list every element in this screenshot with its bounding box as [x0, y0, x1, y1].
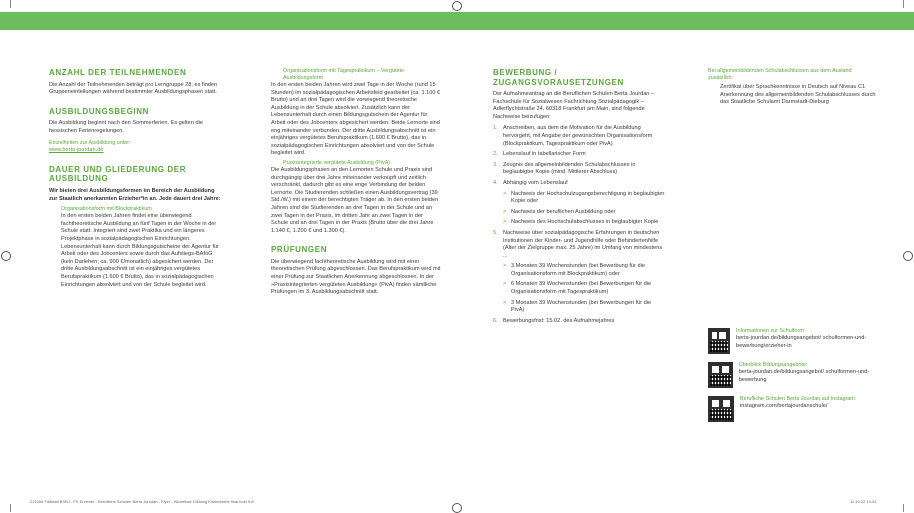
footer-slug-right: 11.10.22 14:03 — [850, 499, 877, 504]
heading-beginn: AUSBILDUNGSBEGINN — [49, 106, 149, 116]
bewerbung-intro: Der Aufnahmeantrag an die Beruflichen Schulen Berta Jourdan – Fachschule für Sozialwesen Fachrichtung Sozialpädagogik – Adlerflychtstraße 24, 60318 Frankfurt am Main, sind folgende Nachweise beizufügen: — [493, 91, 655, 120]
qr-label: Berufliche Schulen Berta Jourdan auf Instagram: — [740, 396, 857, 402]
column-4 — [708, 68, 878, 107]
qr-block — [708, 396, 888, 422]
tages-text: In den ersten beiden Jahren wird zwei Tage in der Woche (rund 15 Stunden) im sozialpädagogischen Arbeitsfeld gearbeitet (ca. 1.100 € Brutto) und an drei Tagen wird die vorwiegend theoretische Ausbildung in der Schule absolviert. Zusätzlich kann der Lebensunterhalt durch einen Bildungsgutschein der Agentur für Arbeit oder des Jobcenters abgesichert werden. Beide Lernorte sind eng miteinander verbunden. Der dritte Ausbildungsabschnitt ist ein einjähriges vergütetes Berufspraktikum (1.600 € Brutto), das in sozialpädagogischen Einrichtungen absolviert und von der Schule begleitet wird. — [271, 82, 441, 157]
heading-dauer: DAUER UND GLIEDERUNG DER AUSBILDUNG — [49, 164, 187, 184]
ausland-line: Zertifikat über Sprachkenntnisse in Deutsch auf Niveau C1 — [720, 84, 866, 90]
qr-label: Überblick Bildungsangebote: — [738, 362, 808, 368]
qr-url[interactable]: berta-jourdan.de/bildungsangebot/ schulformen-und-bewerbung/erzieher-in — [735, 335, 867, 349]
crop-mark-bottom-left — [10, 504, 11, 512]
qr-code-icon[interactable] — [708, 396, 734, 422]
qr-code-icon[interactable] — [708, 362, 733, 388]
sub-list-item: > Nachweis der beruflichen Ausbildung oder — [503, 208, 616, 215]
heading-pruefungen: PRÜFUNGEN — [271, 245, 328, 255]
qr-block — [708, 362, 888, 388]
sub-list-item: > 3 Monaten 39 Wochenstunden (bei Bewerbung für die Organisationsform mit Blockpraktikum) oder — [503, 263, 645, 277]
column-2 — [271, 68, 441, 297]
pruefungen-text: Die überwiegend fachtheoretische Ausbildung wird mit einer theoretischen Prüfung abgeschlossen. Das Berufspraktikum wird mit einer Prüfung zur Staatlichen Anerkennung abgeschlossen. In der »Praxisintegrierten vergüteten Ausbildung« (PivA) finden sämtliche Prüfungen im 3. Ausbildungsabschnitt statt. — [271, 258, 441, 296]
block-label: Organisationsform mit Blockpraktikum — [61, 206, 152, 213]
dauer-intro: Wir bieten drei Ausbildungsformen im Bereich der Ausbildung zur Staatlich anerkannten Erzieher*in an. Jede dauert drei Jahre: — [49, 187, 221, 202]
sub-list-item: > Nachweis des Hochschulabschlusses in beglaubigter Kopie — [503, 219, 659, 226]
crop-mark-top-right — [903, 0, 904, 8]
beginn-text: Die Ausbildung beginnt nach den Sommerferien. Es gelten die hessischen Ferienregelungen. — [49, 120, 203, 134]
list-item: 5. Nachweise über sozialpädagogische Erfahrungen in deutschen Institutionen der Kinder- und Jugendhilfe oder Behindertenhilfe (Alter der Zielgruppe max. 25 Jahre) im Umfang von mindestens ... — [493, 229, 663, 259]
qr-url[interactable]: berta-jourdan.de/bildungsangebot/ schulformen-und-bewerbung — [738, 369, 870, 383]
list-item: 1. Anschreiben, aus dem die Motivation für die Ausbildung hervorgeht, mit Angabe der gewünschten Organisationsform (Blockpraktikum, Tagespraktikum oder PivA) — [493, 125, 653, 147]
list-item: 6. Bewerbungsfrist: 15.02. des Aufnahmejahres — [493, 317, 615, 324]
registration-mark-right — [903, 251, 913, 261]
crop-mark-top-left — [10, 0, 11, 8]
sub-list-item: > 6 Monaten 39 Wochenstunden (bei Bewerbungen für die Organisationsform mit Tagespraktikum) — [503, 281, 652, 296]
heading-bewerbung: BEWERBUNG / ZUGANGSVORAUSETZUNGEN — [493, 68, 624, 87]
list-item: 4. Abhängig vom Lebenslauf — [493, 179, 568, 186]
teilnehmer-text: Die Anzahl der Teilnehmenden beträgt pro Lerngruppe 28; es finden Gruppeneinteilungen während bestimmter Ausbildungsphasen statt. — [49, 81, 218, 96]
list-item: 3. Zeugnis des allgemeinbildenden Schulabschlusses in beglaubigter Kopie (mind. Mittlerer Abschluss) — [493, 161, 636, 176]
registration-mark-top — [452, 1, 462, 11]
qr-label: Informationen zur Schulform: — [735, 328, 806, 334]
tages-label: Organisationsform mit Tagespraktikum – Vergütete Ausbildungsform — [283, 68, 404, 81]
sub-list-item: > Nachweis der Hochschulzugangsberechtigung in beglaubigter Kopie oder — [503, 190, 665, 205]
block-text: In den ersten beiden Jahren findet eine überwiegend fachtheoretische Ausbildung an fünf Tagen in der Woche in der Schule statt. Integriert sind zwei Praktika und ein längeres Projektphase in sozialpädagogischen Einrichtungen. Lebensunterhalt kann durch Bildungsgutscheine der Agentur für Arbeit oder des Jobcenters sowie durch das Aufstiegs-BAföG (kein Darlehen; ca. 900 €/monatlich) abgesichert werden. Der dritte Ausbildungsabschnitt ist ein einjähriges vergütetes Berufspraktikum (1.600 € Brutto), das in sozialpädagogischen Einrichtungen absolviert und von der Schule begleitet wird. — [61, 213, 219, 288]
qr-code-icon[interactable] — [708, 328, 730, 354]
list-item: 2. Lebenslauf in tabellarischer Form — [493, 151, 586, 158]
qr-block — [708, 328, 888, 354]
crop-mark-bottom-right — [903, 504, 904, 512]
sub-list-item: > 3 Monaten 39 Wochenstunden (bei Bewerbungen für die PivA) — [503, 299, 652, 314]
top-color-band — [0, 12, 914, 30]
column-3 — [493, 68, 665, 328]
qr-url[interactable]: instagram.com/bertajourdanschule/ — [740, 403, 828, 409]
piva-text: Die Ausbildungsphasen an den Lernorten Schule und Praxis sind durchgängig über drei Jahre miteinander verknüpft und zeitlich verschränkt, dadurch gibt es eine enge Verbindung der beiden Lernorte. Die Studierenden schließen einen Ausbildungsvertrag (39 Std./W.) mit einem der berechtigten Träger ab. In den ersten beiden Jahren sind die Studierenden an drei Tagen in der Schule und an zwei Tagen in der Praxis, im dritten Jahr an zwei Tagen in der Schule und an drei Tagen in der Praxis (Brutto über die drei Jahre 1.140 €, 1.200 € und 1.300 €). — [271, 166, 439, 234]
requirements-list — [493, 125, 665, 325]
registration-mark-left — [1, 251, 11, 261]
heading-teilnehmer: ANZAHL DER TEILNEHMENDEN — [49, 68, 187, 77]
ausland-label: Bei allgemeinbildenden Schulabschlüssen aus dem Ausland zusätzlich: — [708, 68, 852, 81]
ausland-line: Anerkennung des allgemeinbildenden Schulabschlusses durch das Staatliche Schulamt Darmstadt-Dieburg — [720, 91, 876, 106]
info-label: Einzelheiten zur Ausbildung unter: — [49, 140, 131, 147]
footer-slug-left: 221006 Faltblatt BSBJ - FS Erzieher - Berufliche Schulen Berta Jourdan - Flyer - Wickelfalz DINlang Kinderkrebs final.indd 5-8 — [30, 499, 254, 504]
column-1 — [49, 68, 221, 289]
qr-section — [708, 328, 888, 422]
piva-label: Praxisintegrierte vergütete Ausbildung (PivA) — [283, 159, 390, 166]
info-link[interactable]: www.berta-jourdan.de — [49, 147, 104, 154]
